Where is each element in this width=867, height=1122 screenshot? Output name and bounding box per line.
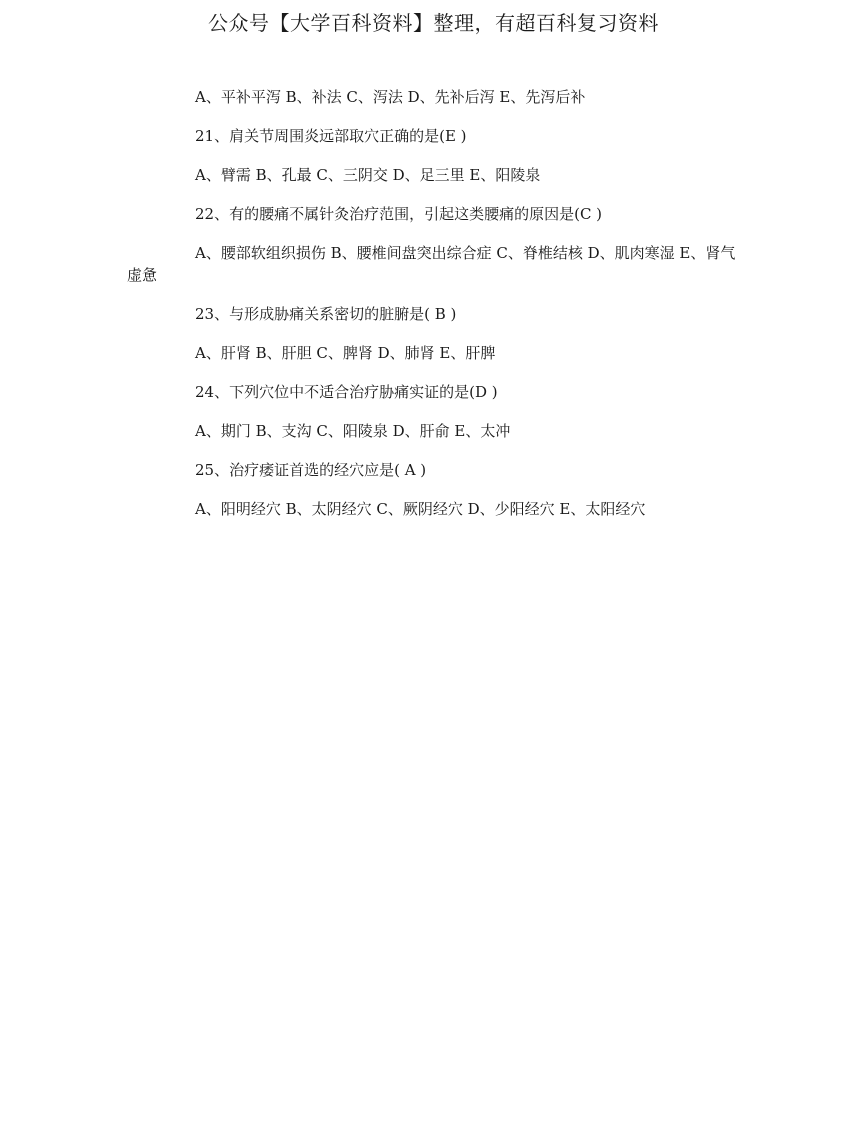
page-header: 公众号【大学百科资料】整理，有超百科复习资料 — [208, 11, 659, 35]
answer-options: A、臂需 B、孔最 C、三阴交 D、足三里 E、阳陵泉 — [195, 166, 541, 184]
question-25: 25、治疗痿证首选的经穴应是( A ) — [195, 461, 427, 479]
answer-options: A、平补平泻 B、补法 C、泻法 D、先补后泻 E、先泻后补 — [195, 88, 586, 106]
answer-options: A、腰部软组织损伤 B、腰椎间盘突出综合症 C、脊椎结核 D、肌肉寒湿 E、肾气虚惫 — [127, 244, 736, 284]
question-21: 21、肩关节周围炎远部取穴正确的是(E ) — [195, 127, 467, 145]
answer-options: A、期门 B、支沟 C、阳陵泉 D、肝俞 E、太冲 — [195, 422, 511, 440]
question-22: 22、有的腰痛不属针灸治疗范围，引起这类腰痛的原因是(C ) — [195, 205, 603, 223]
answer-options: A、阳明经穴 B、太阴经穴 C、厥阴经穴 D、少阳经穴 E、太阳经穴 — [195, 500, 646, 518]
document-body — [127, 86, 737, 537]
answer-options: A、肝肾 B、肝胆 C、脾肾 D、肺肾 E、肝脾 — [195, 344, 496, 362]
question-24: 24、下列穴位中不适合治疗胁痛实证的是(D ) — [195, 383, 498, 401]
question-23: 23、与形成胁痛关系密切的脏腑是( B ) — [195, 305, 457, 323]
